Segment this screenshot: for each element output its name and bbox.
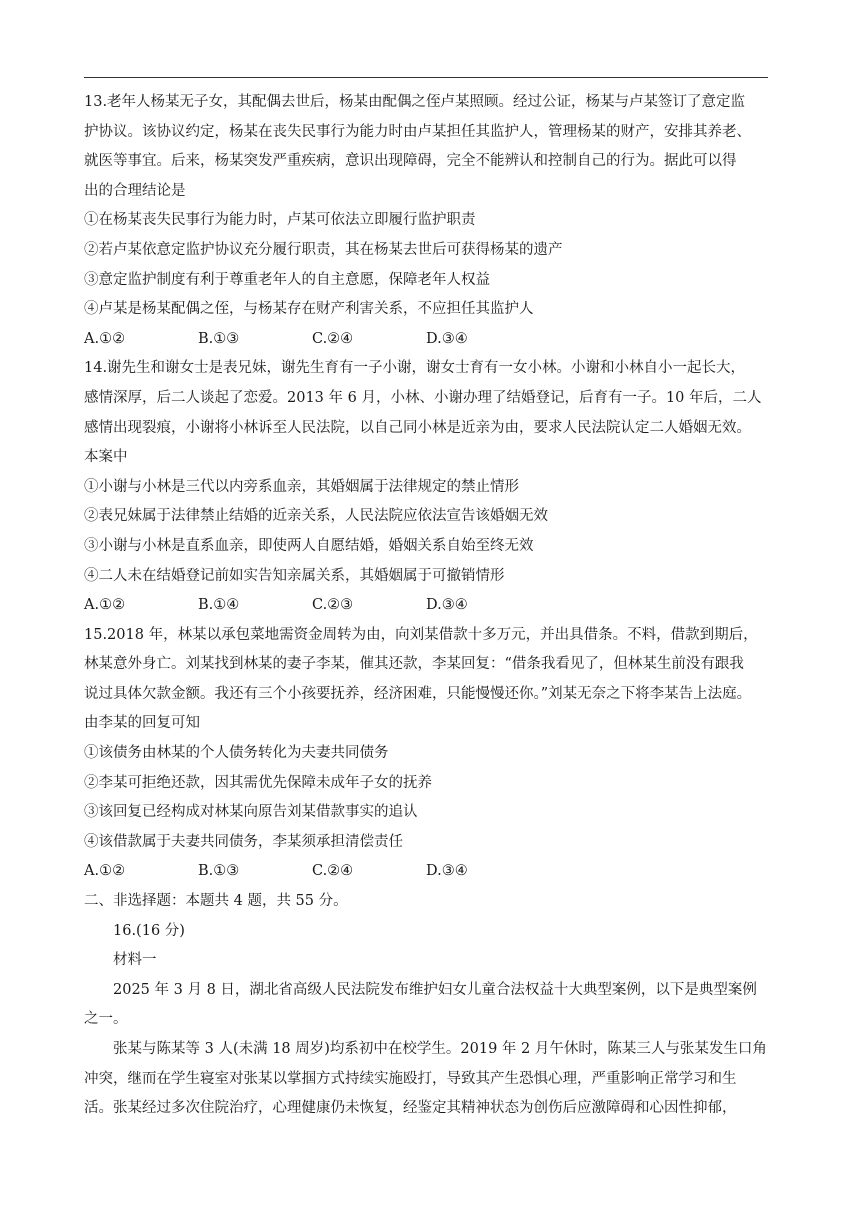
statement-item: ②李某可拒绝还款，因其需优先保障未成年子女的抚养	[84, 774, 432, 791]
paragraph-line: 之一。	[84, 1011, 128, 1028]
question-stem-line: 说过具体欠款金额。我还有三个小孩要抚养，经济困难，只能慢慢还你。”刘某无奈之下将李某告上法庭。	[84, 685, 752, 702]
paragraph-line: 活。张某经过多次住院治疗，心理健康仍未恢复，经鉴定其精神状态为创伤后应激障碍和心因性抑郁，	[84, 1100, 737, 1117]
answer-options	[84, 325, 784, 355]
exam-page	[84, 88, 784, 1124]
header-rule	[84, 77, 768, 78]
option-c: C.②④	[312, 330, 354, 347]
paragraph-line: 张某与陈某等 3 人(未满 18 周岁)均系初中在校学生。2019 年 2 月午休时，陈某三人与张某发生口角	[113, 1041, 767, 1057]
question-14	[84, 354, 784, 620]
question-stem-line: 15.2018 年，林某以承包菜地需资金周转为由，向刘某借款十多万元，并出具借条。不料，借款到期后，	[84, 626, 758, 643]
question-stem-line: 林某意外身亡。刘某找到林某的妻子李某，催其还款，李某回复：“借条我看见了，但林某生前没有跟我	[84, 656, 744, 673]
option-b: B.①③	[198, 863, 240, 880]
statement-item: ③小谢与小林是直系血亲，即使两人自愿结婚，婚姻关系自始至终无效	[84, 537, 534, 554]
statement-item: ②若卢某依意定监护协议充分履行职责，其在杨某去世后可获得杨某的遗产	[84, 241, 563, 258]
answer-options	[84, 857, 784, 887]
option-c: C.②③	[312, 597, 354, 614]
option-d: D.③④	[426, 597, 468, 614]
question-stem-line: 出的合理结论是	[84, 182, 186, 199]
question-13	[84, 88, 784, 354]
material-label: 材料一	[113, 952, 157, 969]
question-stem-line: 就医等事宜。后来，杨某突发严重疾病，意识出现障碍，完全不能辨认和控制自己的行为。据此可以得	[84, 153, 737, 170]
question-stem-line: 感情深厚，后二人谈起了恋爱。2013 年 6 月，小林、小谢办理了结婚登记，后育有一子。10 年后，二人	[84, 389, 762, 406]
statement-item: ④卢某是杨某配偶之侄，与杨某存在财产利害关系，不应担任其监护人	[84, 301, 534, 318]
question-stem-line: 本案中	[84, 449, 128, 466]
option-d: D.③④	[426, 863, 468, 880]
material-paragraph	[84, 976, 784, 1035]
option-b: B.①④	[198, 597, 240, 614]
option-c: C.②④	[312, 863, 354, 880]
section-non-choice	[84, 887, 784, 1124]
question-stem-line: 感情出现裂痕，小谢将小林诉至人民法院，以自己同小林是近亲为由，要求人民法院认定二人婚姻无效。	[84, 419, 751, 436]
question-stem-line: 14.谢先生和谢女士是表兄妹，谢先生育有一子小谢，谢女士育有一女小林。小谢和小林自小一起长大，	[84, 360, 746, 377]
answer-options	[84, 591, 784, 621]
statement-item: ①小谢与小林是三代以内旁系血亲，其婚姻属于法律规定的禁止情形	[84, 478, 519, 495]
option-a: A.①②	[84, 597, 126, 614]
paragraph-line: 2025 年 3 月 8 日，湖北省高级人民法院发布维护妇女儿童合法权益十大典型案例，以下是典型案例	[113, 981, 757, 998]
material-paragraph	[84, 1035, 784, 1124]
paragraph-line: 冲突，继而在学生寝室对张某以掌掴方式持续实施殴打，导致其产生恐惧心理，严重影响正常学习和生	[84, 1070, 737, 1087]
option-a: A.①②	[84, 863, 126, 880]
question-16-label: 16.(16 分)	[113, 922, 185, 939]
question-15	[84, 621, 784, 887]
option-b: B.①③	[198, 330, 240, 347]
option-d: D.③④	[426, 330, 468, 347]
statement-item: ①在杨某丧失民事行为能力时，卢某可依法立即履行监护职责	[84, 212, 476, 229]
statement-item: ②表兄妹属于法律禁止结婚的近亲关系，人民法院应依法宣告该婚姻无效	[84, 508, 548, 525]
question-stem-line: 护协议。该协议约定，杨某在丧失民事行为能力时由卢某担任其监护人，管理杨某的财产，安排其养老、	[84, 123, 751, 140]
question-stem-line: 13.老年人杨某无子女，其配偶去世后，杨某由配偶之侄卢某照顾。经过公证，杨某与卢某签订了意定监	[84, 94, 746, 110]
statement-item: ③意定监护制度有利于尊重老年人的自主意愿，保障老年人权益	[84, 271, 490, 288]
option-a: A.①②	[84, 330, 126, 347]
statement-item: ③该回复已经构成对林某向原告刘某借款事实的追认	[84, 804, 418, 821]
statement-item: ④该借款属于夫妻共同债务，李某须承担清偿责任	[84, 833, 403, 850]
question-stem-line: 由李某的回复可知	[84, 715, 200, 732]
statement-item: ①该债务由林某的个人债务转化为夫妻共同债务	[84, 745, 389, 762]
section-heading: 二、非选择题：本题共 4 题，共 55 分。	[84, 893, 348, 910]
statement-item: ④二人未在结婚登记前如实告知亲属关系，其婚姻属于可撤销情形	[84, 567, 505, 584]
